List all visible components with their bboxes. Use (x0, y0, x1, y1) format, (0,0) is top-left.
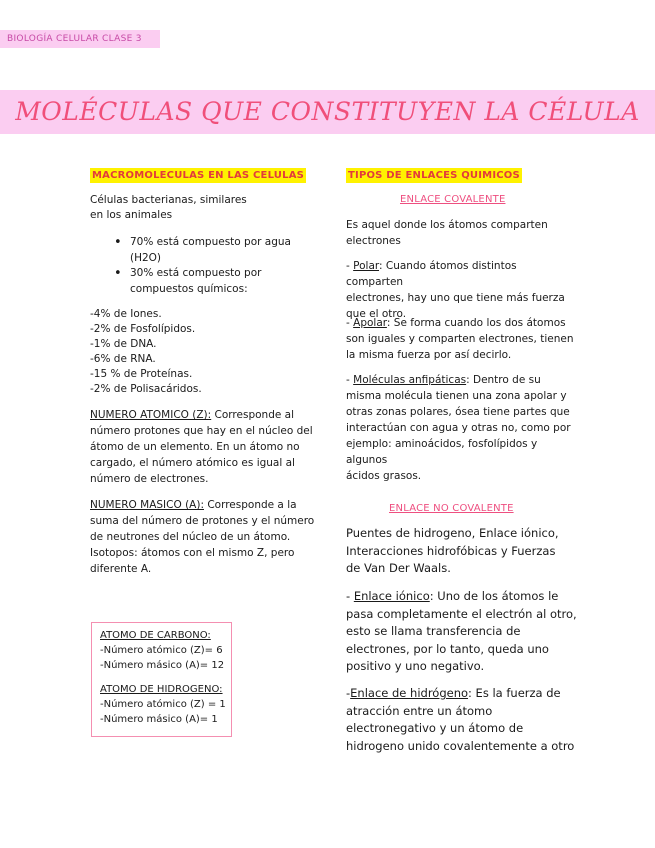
apolar-label: Apolar (353, 317, 387, 329)
left-heading: MACROMOLECULAS EN LAS CELULAS (92, 170, 305, 181)
atoms-info-box: ATOMO DE CARBONO: -Número atómico (Z)= 6 -Número másico (A)= 12 ATOMO DE HIDROGENO: -Número atómico (Z) = 1 -Número másico (A)= 1 (91, 622, 232, 737)
list-item: • 70% está compuesto por agua (H2O) (108, 235, 291, 266)
hydrogen-title: ATOMO DE HIDROGENO: (100, 684, 223, 695)
page-title: MOLÉCULAS QUE CONSTITUYEN LA CÉLULA (15, 97, 640, 126)
list-item: -2% de Polisacáridos. (90, 383, 202, 395)
polar-label: Polar (353, 260, 380, 272)
polar-paragraph: - Polar: Cuando átomos distintos comparten electrones, hay uno que tiene más fuerza que el otro. (346, 260, 565, 320)
percentages-list (90, 307, 202, 397)
noncovalent-title: ENLACE NO COVALENTE (389, 503, 514, 514)
noncovalent-intro: Puentes de hidrogeno, Enlace iónico, Interacciones hidrofóbicas y Fuerzas de Van Der Waals. (346, 526, 559, 575)
right-heading: TIPOS DE ENLACES QUIMICOS (348, 170, 520, 181)
ionic-label: Enlace iónico (353, 589, 430, 603)
list-item: -4% de Iones. (90, 308, 162, 320)
ionic-paragraph: - Enlace iónico: Uno de los átomos le pasa completamente el electrón al otro, esto se llama transferencia de electrones, por lo tanto, queda uno positivo y uno negativo. (346, 589, 577, 673)
composition-list (108, 235, 291, 297)
title-banner (0, 90, 655, 134)
list-item: -15 % de Proteínas. (90, 368, 193, 380)
list-item: • 30% está compuesto por compuestos químicos: (108, 266, 291, 297)
intro-text: Células bacterianas, similares en los animales (90, 194, 247, 221)
mass-number-label: NUMERO MASICO (A): (90, 499, 204, 511)
amphipathic-label: Moléculas anfipáticas (353, 374, 467, 386)
list-item: -6% de RNA. (90, 353, 156, 365)
carbon-title: ATOMO DE CARBONO: (100, 630, 211, 641)
covalent-title: ENLACE COVALENTE (400, 194, 506, 205)
atomic-number-paragraph: NUMERO ATOMICO (Z): Corresponde al número protones que hay en el núcleo del átomo de un elemento. En un átomo no cargado, el número atómico es igual al número de electrones. (90, 409, 313, 485)
document-tag: BIOLOGÍA CELULAR CLASE 3 (0, 30, 160, 48)
list-item: -1% de DNA. (90, 338, 157, 350)
amphipathic-paragraph: - Moléculas anfipáticas: Dentro de su misma molécula tienen una zona apolar y otras zonas polares, ósea tiene partes que interactúan con agua y otras no, como por ejemplo: aminoácidos, fosfolípidos y algunos ácidos grasos. (346, 374, 571, 482)
list-item: -2% de Fosfolípidos. (90, 323, 196, 335)
hydrogen-bond-label: Enlace de hidrógeno (350, 686, 469, 700)
covalent-definition: Es aquel donde los átomos comparten electrones (346, 219, 548, 247)
hydrogen-bond-paragraph: -Enlace de hidrógeno: Es la fuerza de atracción entre un átomo electronegativo y un átomo de hidrogeno unido covalentemente a otro (346, 686, 575, 753)
mass-number-paragraph: NUMERO MASICO (A): Corresponde a la suma del número de protones y el número de neutrones del núcleo de un átomo. Isotopos: átomos con el mismo Z, pero diferente A. (90, 499, 315, 575)
atomic-number-label: NUMERO ATOMICO (Z): (90, 409, 212, 421)
apolar-paragraph: - Apolar: Se forma cuando los dos átomos son iguales y comparten electrones, tienen la misma fuerza por así decirlo. (346, 317, 574, 361)
